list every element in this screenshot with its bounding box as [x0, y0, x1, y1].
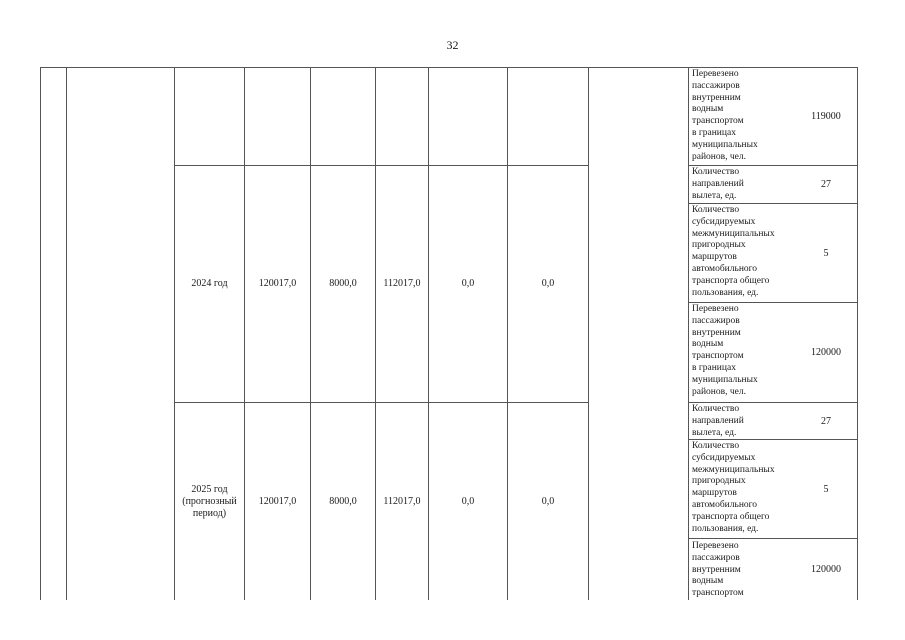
- period-cell: 2024 год: [191, 278, 228, 289]
- period-cell: 2025 год (прогнозный период): [182, 483, 237, 519]
- column-divider: [857, 67, 858, 600]
- indicator-text: Перевезено пассажиров внутренним водным транспортом в границах муниципальных районов, чел.: [692, 69, 758, 162]
- column-divider: [66, 67, 67, 600]
- indicator-value: 27: [821, 416, 831, 427]
- indicator-text: Количество субсидируемых межмуниципальных пригородных маршрутов автомобильного транспорта общего пользования, ед.: [692, 441, 775, 534]
- value-cell: 0,0: [541, 495, 555, 507]
- indicator-value: 120000: [811, 347, 841, 358]
- indicator-text: Перевезено пассажиров внутренним водным транспортом в границах муниципальных районов, чел.: [692, 304, 758, 397]
- value-cell: 8000,0: [329, 495, 357, 507]
- indicator-value: 27: [821, 179, 831, 190]
- value-cell: 0,0: [461, 278, 475, 289]
- indicator-text: Количество направлений вылета, ед.: [692, 404, 744, 438]
- value-cell: 0,0: [461, 495, 475, 507]
- column-divider: [40, 67, 41, 600]
- indicator-divider: [688, 302, 857, 303]
- value-cell: 112017,0: [383, 278, 421, 289]
- value-cell: 8000,0: [329, 278, 357, 289]
- indicator-value: 119000: [811, 111, 841, 122]
- value-cell: 0,0: [541, 278, 555, 289]
- indicator-value: 120000: [811, 564, 841, 575]
- indicator-divider: [688, 538, 857, 539]
- indicator-text: Количество направлений вылета, ед.: [692, 167, 744, 201]
- table-top-border: [40, 67, 858, 68]
- indicator-text: Перевезено пассажиров внутренним водным транспортом: [692, 541, 744, 599]
- indicator-value: 5: [823, 484, 829, 495]
- indicator-text: Количество субсидируемых межмуниципальных пригородных маршрутов автомобильного транспорта общего пользования, ед.: [692, 205, 775, 298]
- indicator-divider: [688, 402, 857, 403]
- indicator-divider: [688, 165, 857, 166]
- value-cell: 120017,0: [258, 278, 297, 289]
- value-cell: 120017,0: [258, 495, 297, 507]
- page-number: 32: [446, 38, 459, 52]
- indicator-value: 5: [823, 248, 829, 259]
- column-divider: [688, 67, 689, 600]
- value-cell: 112017,0: [383, 495, 421, 507]
- column-divider: [588, 67, 589, 600]
- indicator-divider: [688, 203, 857, 204]
